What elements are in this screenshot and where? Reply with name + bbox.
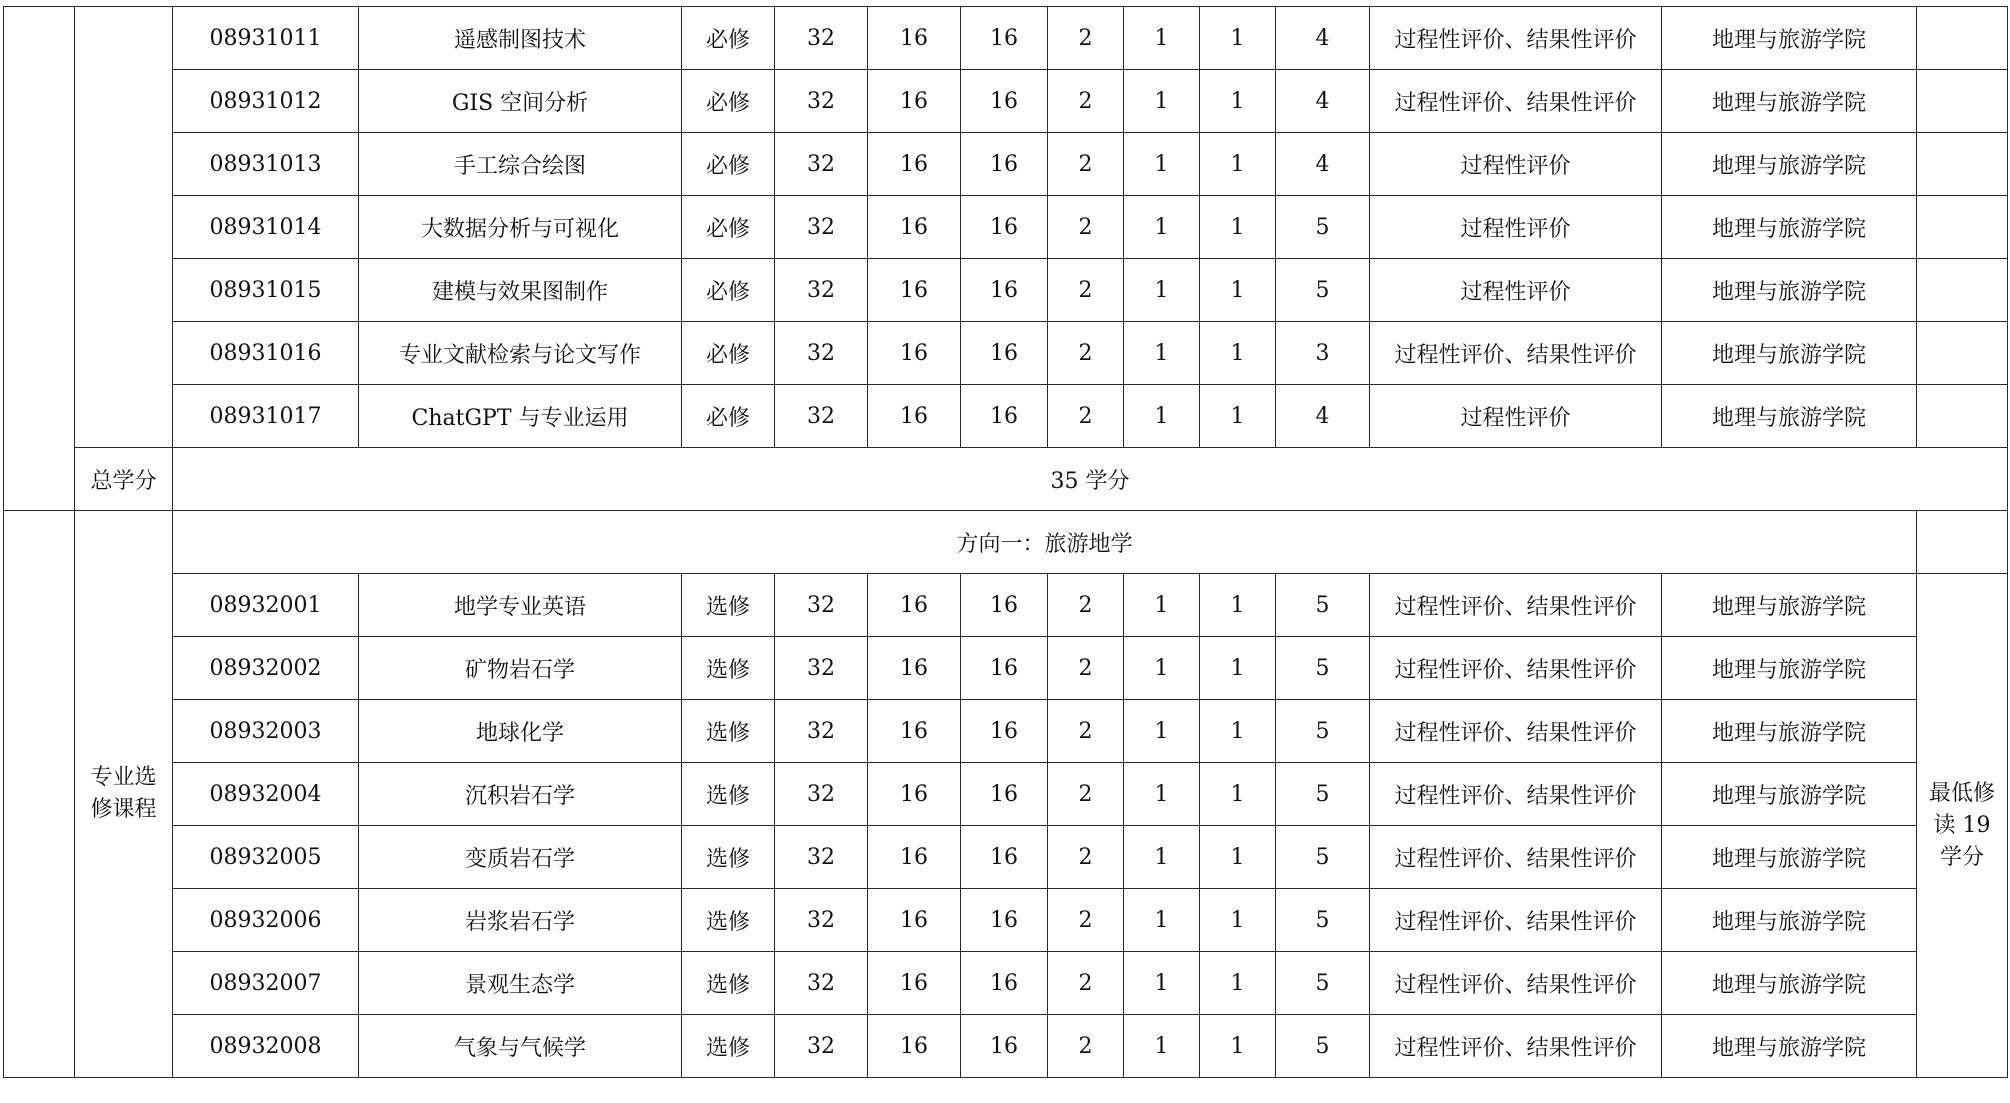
assessment-cell: 过程性评价、结果性评价 <box>1370 322 1662 385</box>
practice-hours-cell: 16 <box>961 826 1048 889</box>
table-row <box>4 1015 2008 1078</box>
course-type-cell: 必修 <box>682 322 775 385</box>
course-name-cell: 手工综合绘图 <box>359 133 682 196</box>
theory-hours-cell: 16 <box>868 70 961 133</box>
course-code-cell: 08932002 <box>173 637 359 700</box>
credits-cell: 2 <box>1048 889 1124 952</box>
department-cell: 地理与旅游学院 <box>1662 700 1917 763</box>
table-row <box>4 637 2008 700</box>
course-type-cell: 选修 <box>682 574 775 637</box>
semester-cell: 5 <box>1276 826 1370 889</box>
semester-cell: 5 <box>1276 1015 1370 1078</box>
theory-credits-cell: 1 <box>1124 70 1200 133</box>
department-cell: 地理与旅游学院 <box>1662 70 1917 133</box>
theory-credits-cell: 1 <box>1124 889 1200 952</box>
course-name-cell: 气象与气候学 <box>359 1015 682 1078</box>
direction-label-cell: 方向一：旅游地学 <box>173 511 1917 574</box>
total-credits-value: 35 学分 <box>173 448 2008 511</box>
practice-credits-cell: 1 <box>1200 70 1276 133</box>
assessment-cell: 过程性评价 <box>1370 259 1662 322</box>
course-code-cell: 08932004 <box>173 763 359 826</box>
theory-hours-cell: 16 <box>868 385 961 448</box>
remark-cell <box>1917 259 2008 322</box>
course-type-cell: 选修 <box>682 1015 775 1078</box>
total-hours-cell: 32 <box>775 763 868 826</box>
practice-hours-cell: 16 <box>961 1015 1048 1078</box>
credits-cell: 2 <box>1048 196 1124 259</box>
theory-hours-cell: 16 <box>868 952 961 1015</box>
course-type-cell: 必修 <box>682 259 775 322</box>
practice-credits-cell: 1 <box>1200 826 1276 889</box>
assessment-cell: 过程性评价、结果性评价 <box>1370 1015 1662 1078</box>
course-name-cell: ChatGPT 与专业运用 <box>359 385 682 448</box>
theory-credits-cell: 1 <box>1124 952 1200 1015</box>
practice-hours-cell: 16 <box>961 322 1048 385</box>
practice-hours-cell: 16 <box>961 133 1048 196</box>
course-type-cell: 选修 <box>682 700 775 763</box>
assessment-cell: 过程性评价、结果性评价 <box>1370 763 1662 826</box>
course-name-cell: 沉积岩石学 <box>359 763 682 826</box>
remark-cell <box>1917 133 2008 196</box>
min-credit-note-cell: 最低修读 19 学分 <box>1917 574 2008 1078</box>
assessment-cell: 过程性评价、结果性评价 <box>1370 826 1662 889</box>
department-cell: 地理与旅游学院 <box>1662 133 1917 196</box>
credits-cell: 2 <box>1048 700 1124 763</box>
semester-cell: 4 <box>1276 70 1370 133</box>
theory-hours-cell: 16 <box>868 889 961 952</box>
total-hours-cell: 32 <box>775 574 868 637</box>
department-cell: 地理与旅游学院 <box>1662 763 1917 826</box>
remark-cell <box>1917 322 2008 385</box>
theory-credits-cell: 1 <box>1124 637 1200 700</box>
direction-row <box>4 511 2008 574</box>
credits-cell: 2 <box>1048 259 1124 322</box>
practice-hours-cell: 16 <box>961 637 1048 700</box>
table-row <box>4 574 2008 637</box>
semester-cell: 4 <box>1276 7 1370 70</box>
assessment-cell: 过程性评价 <box>1370 385 1662 448</box>
theory-credits-cell: 1 <box>1124 385 1200 448</box>
practice-hours-cell: 16 <box>961 70 1048 133</box>
table-row <box>4 133 2008 196</box>
course-name-cell: GIS 空间分析 <box>359 70 682 133</box>
department-cell: 地理与旅游学院 <box>1662 952 1917 1015</box>
remark-cell <box>1917 7 2008 70</box>
theory-credits-cell: 1 <box>1124 133 1200 196</box>
credits-cell: 2 <box>1048 574 1124 637</box>
total-hours-cell: 32 <box>775 637 868 700</box>
theory-hours-cell: 16 <box>868 763 961 826</box>
remark-cell <box>1917 511 2008 574</box>
credits-cell: 2 <box>1048 763 1124 826</box>
credits-cell: 2 <box>1048 385 1124 448</box>
practice-hours-cell: 16 <box>961 196 1048 259</box>
department-cell: 地理与旅游学院 <box>1662 574 1917 637</box>
remark-cell <box>1917 70 2008 133</box>
credits-cell: 2 <box>1048 1015 1124 1078</box>
total-hours-cell: 32 <box>775 1015 868 1078</box>
theory-hours-cell: 16 <box>868 259 961 322</box>
total-hours-cell: 32 <box>775 196 868 259</box>
assessment-cell: 过程性评价 <box>1370 133 1662 196</box>
curriculum-table <box>3 6 2008 1078</box>
credits-cell: 2 <box>1048 637 1124 700</box>
category-blank-cell <box>4 7 75 511</box>
theory-hours-cell: 16 <box>868 700 961 763</box>
table-row <box>4 826 2008 889</box>
course-code-cell: 08931012 <box>173 70 359 133</box>
semester-cell: 5 <box>1276 574 1370 637</box>
table-row <box>4 889 2008 952</box>
assessment-cell: 过程性评价、结果性评价 <box>1370 889 1662 952</box>
assessment-cell: 过程性评价、结果性评价 <box>1370 70 1662 133</box>
theory-credits-cell: 1 <box>1124 196 1200 259</box>
theory-credits-cell: 1 <box>1124 763 1200 826</box>
department-cell: 地理与旅游学院 <box>1662 385 1917 448</box>
course-code-cell: 08931013 <box>173 133 359 196</box>
assessment-cell: 过程性评价、结果性评价 <box>1370 574 1662 637</box>
table-row <box>4 196 2008 259</box>
practice-credits-cell: 1 <box>1200 7 1276 70</box>
course-code-cell: 08932005 <box>173 826 359 889</box>
category-blank-cell <box>4 511 75 1078</box>
theory-hours-cell: 16 <box>868 574 961 637</box>
assessment-cell: 过程性评价、结果性评价 <box>1370 7 1662 70</box>
semester-cell: 5 <box>1276 952 1370 1015</box>
semester-cell: 5 <box>1276 637 1370 700</box>
total-credits-row <box>4 448 2008 511</box>
theory-credits-cell: 1 <box>1124 322 1200 385</box>
practice-hours-cell: 16 <box>961 763 1048 826</box>
semester-cell: 3 <box>1276 322 1370 385</box>
total-hours-cell: 32 <box>775 826 868 889</box>
semester-cell: 4 <box>1276 385 1370 448</box>
table-row <box>4 952 2008 1015</box>
practice-credits-cell: 1 <box>1200 700 1276 763</box>
total-hours-cell: 32 <box>775 889 868 952</box>
course-type-cell: 必修 <box>682 7 775 70</box>
total-credits-label: 总学分 <box>75 448 173 511</box>
table-row <box>4 70 2008 133</box>
practice-hours-cell: 16 <box>961 7 1048 70</box>
semester-cell: 5 <box>1276 196 1370 259</box>
practice-hours-cell: 16 <box>961 574 1048 637</box>
department-cell: 地理与旅游学院 <box>1662 322 1917 385</box>
course-name-cell: 专业文献检索与论文写作 <box>359 322 682 385</box>
practice-credits-cell: 1 <box>1200 259 1276 322</box>
department-cell: 地理与旅游学院 <box>1662 259 1917 322</box>
semester-cell: 5 <box>1276 763 1370 826</box>
practice-credits-cell: 1 <box>1200 385 1276 448</box>
credits-cell: 2 <box>1048 952 1124 1015</box>
course-code-cell: 08932007 <box>173 952 359 1015</box>
remark-cell <box>1917 385 2008 448</box>
course-name-cell: 岩浆岩石学 <box>359 889 682 952</box>
practice-credits-cell: 1 <box>1200 763 1276 826</box>
credits-cell: 2 <box>1048 133 1124 196</box>
course-code-cell: 08931011 <box>173 7 359 70</box>
course-code-cell: 08932006 <box>173 889 359 952</box>
total-hours-cell: 32 <box>775 700 868 763</box>
department-cell: 地理与旅游学院 <box>1662 196 1917 259</box>
department-cell: 地理与旅游学院 <box>1662 7 1917 70</box>
total-hours-cell: 32 <box>775 952 868 1015</box>
practice-hours-cell: 16 <box>961 700 1048 763</box>
theory-credits-cell: 1 <box>1124 826 1200 889</box>
total-hours-cell: 32 <box>775 70 868 133</box>
credits-cell: 2 <box>1048 7 1124 70</box>
department-cell: 地理与旅游学院 <box>1662 889 1917 952</box>
practice-credits-cell: 1 <box>1200 1015 1276 1078</box>
practice-hours-cell: 16 <box>961 385 1048 448</box>
practice-credits-cell: 1 <box>1200 574 1276 637</box>
total-hours-cell: 32 <box>775 259 868 322</box>
theory-hours-cell: 16 <box>868 7 961 70</box>
course-code-cell: 08932008 <box>173 1015 359 1078</box>
practice-hours-cell: 16 <box>961 952 1048 1015</box>
practice-credits-cell: 1 <box>1200 637 1276 700</box>
table-body <box>4 7 2008 1078</box>
course-name-cell: 遥感制图技术 <box>359 7 682 70</box>
theory-hours-cell: 16 <box>868 196 961 259</box>
course-code-cell: 08931015 <box>173 259 359 322</box>
semester-cell: 5 <box>1276 259 1370 322</box>
table-row <box>4 700 2008 763</box>
course-name-cell: 建模与效果图制作 <box>359 259 682 322</box>
table-row <box>4 259 2008 322</box>
credits-cell: 2 <box>1048 826 1124 889</box>
practice-hours-cell: 16 <box>961 889 1048 952</box>
practice-credits-cell: 1 <box>1200 889 1276 952</box>
total-hours-cell: 32 <box>775 385 868 448</box>
table-row <box>4 763 2008 826</box>
category-label-cell: 专业选修课程 <box>75 511 173 1078</box>
semester-cell: 4 <box>1276 133 1370 196</box>
course-type-cell: 选修 <box>682 826 775 889</box>
theory-credits-cell: 1 <box>1124 259 1200 322</box>
course-type-cell: 选修 <box>682 763 775 826</box>
total-hours-cell: 32 <box>775 7 868 70</box>
table-row <box>4 7 2008 70</box>
course-type-cell: 必修 <box>682 385 775 448</box>
course-name-cell: 变质岩石学 <box>359 826 682 889</box>
assessment-cell: 过程性评价、结果性评价 <box>1370 952 1662 1015</box>
credits-cell: 2 <box>1048 322 1124 385</box>
subcategory-blank-cell <box>75 7 173 448</box>
theory-hours-cell: 16 <box>868 133 961 196</box>
theory-hours-cell: 16 <box>868 826 961 889</box>
course-type-cell: 选修 <box>682 637 775 700</box>
practice-credits-cell: 1 <box>1200 196 1276 259</box>
theory-credits-cell: 1 <box>1124 574 1200 637</box>
course-type-cell: 选修 <box>682 952 775 1015</box>
credits-cell: 2 <box>1048 70 1124 133</box>
course-type-cell: 必修 <box>682 70 775 133</box>
theory-credits-cell: 1 <box>1124 700 1200 763</box>
assessment-cell: 过程性评价 <box>1370 196 1662 259</box>
theory-hours-cell: 16 <box>868 637 961 700</box>
course-name-cell: 景观生态学 <box>359 952 682 1015</box>
semester-cell: 5 <box>1276 889 1370 952</box>
total-hours-cell: 32 <box>775 322 868 385</box>
department-cell: 地理与旅游学院 <box>1662 1015 1917 1078</box>
practice-credits-cell: 1 <box>1200 322 1276 385</box>
course-code-cell: 08932001 <box>173 574 359 637</box>
theory-credits-cell: 1 <box>1124 1015 1200 1078</box>
course-type-cell: 选修 <box>682 889 775 952</box>
theory-hours-cell: 16 <box>868 322 961 385</box>
course-type-cell: 必修 <box>682 196 775 259</box>
course-code-cell: 08931016 <box>173 322 359 385</box>
total-hours-cell: 32 <box>775 133 868 196</box>
practice-credits-cell: 1 <box>1200 133 1276 196</box>
practice-hours-cell: 16 <box>961 259 1048 322</box>
course-name-cell: 地学专业英语 <box>359 574 682 637</box>
table-row <box>4 322 2008 385</box>
course-code-cell: 08931014 <box>173 196 359 259</box>
course-code-cell: 08931017 <box>173 385 359 448</box>
table-row <box>4 385 2008 448</box>
course-code-cell: 08932003 <box>173 700 359 763</box>
practice-credits-cell: 1 <box>1200 952 1276 1015</box>
course-name-cell: 矿物岩石学 <box>359 637 682 700</box>
semester-cell: 5 <box>1276 700 1370 763</box>
assessment-cell: 过程性评价、结果性评价 <box>1370 700 1662 763</box>
course-type-cell: 必修 <box>682 133 775 196</box>
theory-hours-cell: 16 <box>868 1015 961 1078</box>
remark-cell <box>1917 196 2008 259</box>
department-cell: 地理与旅游学院 <box>1662 637 1917 700</box>
assessment-cell: 过程性评价、结果性评价 <box>1370 637 1662 700</box>
theory-credits-cell: 1 <box>1124 7 1200 70</box>
course-name-cell: 地球化学 <box>359 700 682 763</box>
department-cell: 地理与旅游学院 <box>1662 826 1917 889</box>
course-name-cell: 大数据分析与可视化 <box>359 196 682 259</box>
